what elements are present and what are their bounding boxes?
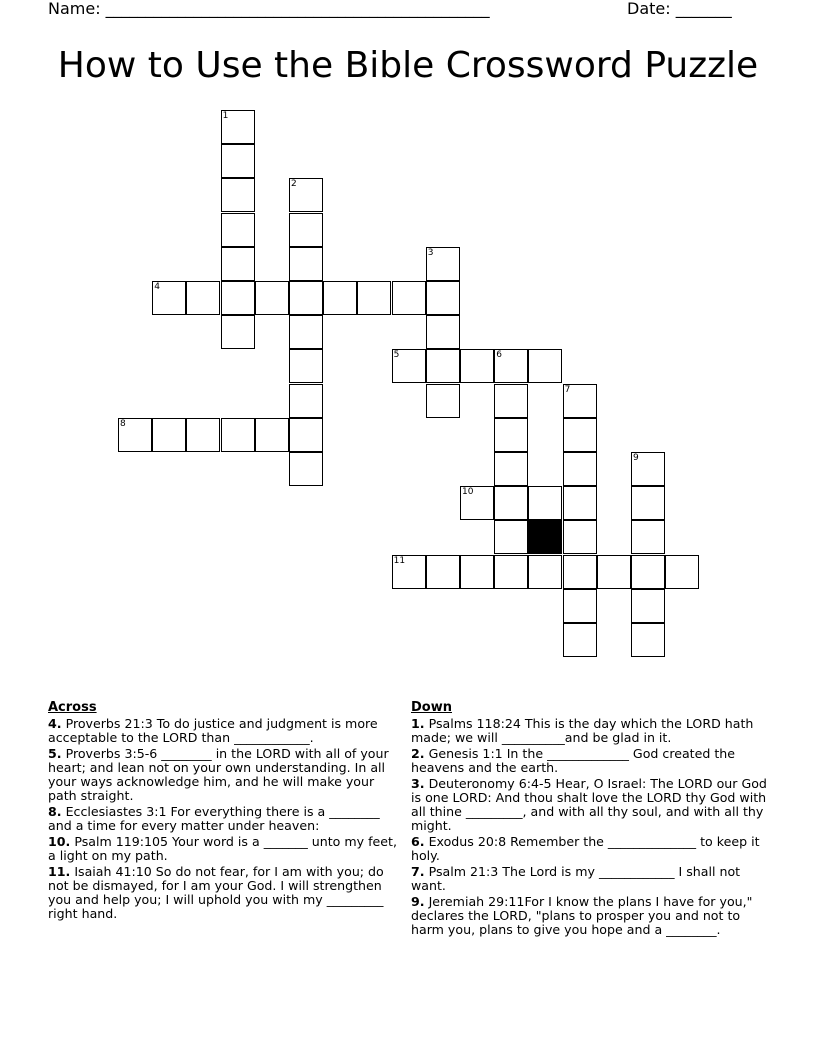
crossword-cell[interactable] bbox=[494, 384, 528, 418]
crossword-cell[interactable] bbox=[289, 452, 323, 486]
cell-number: 9 bbox=[633, 453, 639, 463]
crossword-cell[interactable] bbox=[528, 555, 562, 589]
crossword-cell[interactable] bbox=[563, 418, 597, 452]
crossword-cell[interactable] bbox=[563, 555, 597, 589]
down-heading: Down bbox=[411, 700, 452, 715]
crossword-cell[interactable] bbox=[426, 281, 460, 315]
crossword-cell[interactable] bbox=[631, 520, 665, 554]
crossword-cell[interactable] bbox=[563, 520, 597, 554]
crossword-cell[interactable] bbox=[221, 281, 255, 315]
crossword-cell[interactable] bbox=[494, 555, 528, 589]
crossword-cell[interactable] bbox=[221, 213, 255, 247]
name-field-label: Name: ________________________________________________ bbox=[48, 0, 490, 18]
crossword-cell[interactable] bbox=[289, 178, 323, 212]
crossword-cell[interactable] bbox=[118, 418, 152, 452]
crossword-cell[interactable] bbox=[152, 418, 186, 452]
crossword-cell[interactable] bbox=[289, 281, 323, 315]
clue-across-11: 11. Isaiah 41:10 So do not fear, for I am with you; do not be dismayed, for I am your God. I will strengthen you and help you; I will uphold you with my _________ right hand. bbox=[48, 864, 384, 921]
crossword-cell[interactable] bbox=[289, 213, 323, 247]
crossword-cell[interactable] bbox=[494, 418, 528, 452]
crossword-cell[interactable] bbox=[426, 315, 460, 349]
crossword-cell[interactable] bbox=[323, 281, 357, 315]
crossword-cell[interactable] bbox=[186, 418, 220, 452]
clue-down-2: 2. Genesis 1:1 In the _____________ God created the heavens and the earth. bbox=[411, 746, 736, 775]
crossword-cell[interactable] bbox=[665, 555, 699, 589]
crossword-cell[interactable] bbox=[221, 418, 255, 452]
crossword-cell[interactable] bbox=[460, 349, 494, 383]
clue-down-9: 9. Jeremiah 29:11For I know the plans I have for you," declares the LORD, "plans to prosper you and not to harm you, plans to give you hope and a ________. bbox=[411, 894, 753, 937]
cell-number: 10 bbox=[462, 487, 474, 498]
crossword-cell[interactable] bbox=[289, 315, 323, 349]
crossword-cell[interactable] bbox=[255, 281, 289, 315]
cell-number: 3 bbox=[427, 247, 434, 258]
cell-number: 1 bbox=[222, 111, 229, 121]
crossword-cell[interactable] bbox=[563, 623, 597, 657]
crossword-cell[interactable] bbox=[631, 623, 665, 657]
crossword-cell[interactable] bbox=[392, 555, 426, 589]
across-clues bbox=[48, 700, 406, 923]
crossword-cell[interactable] bbox=[255, 418, 289, 452]
crossword-cell[interactable] bbox=[289, 349, 323, 383]
crossword-cell[interactable] bbox=[221, 247, 255, 281]
crossword-cell[interactable] bbox=[494, 486, 528, 520]
crossword-cell[interactable] bbox=[357, 281, 391, 315]
page-title: How to Use the Bible Crossword Puzzle bbox=[57, 45, 759, 86]
crossword-cell[interactable] bbox=[631, 555, 665, 589]
crossword-cell[interactable] bbox=[152, 281, 186, 315]
clue-down-7: 7. Psalm 21:3 The Lord is my ____________ I shall not want. bbox=[411, 864, 741, 893]
clue-down-6: 6. Exodus 20:8 Remember the ______________ to keep it holy. bbox=[411, 834, 760, 863]
date-field-label: Date: _______ bbox=[627, 0, 732, 18]
cell-number: 6 bbox=[496, 350, 502, 361]
cell-number: 8 bbox=[120, 418, 126, 429]
crossword-cell[interactable] bbox=[460, 486, 494, 520]
cell-number: 2 bbox=[291, 179, 297, 190]
cell-number: 4 bbox=[154, 282, 160, 292]
down-clues bbox=[411, 700, 769, 939]
clue-down-1: 1. Psalms 118:24 This is the day which the LORD hath made; we will __________and be glad in it. bbox=[411, 716, 754, 745]
clue-across-4: 4. Proverbs 21:3 To do justice and judgment is more acceptable to the LORD than ____________. bbox=[48, 716, 378, 745]
crossword-cell[interactable] bbox=[186, 281, 220, 315]
crossword-cell[interactable] bbox=[221, 144, 255, 178]
crossword-cell[interactable] bbox=[289, 418, 323, 452]
crossword-cell[interactable] bbox=[460, 555, 494, 589]
crossword-cell[interactable] bbox=[528, 349, 562, 383]
crossword-cell[interactable] bbox=[631, 486, 665, 520]
crossword-cell[interactable] bbox=[289, 247, 323, 281]
crossword-cell[interactable] bbox=[289, 384, 323, 418]
crossword-cell[interactable] bbox=[494, 520, 528, 554]
crossword-cell[interactable] bbox=[563, 589, 597, 623]
crossword-cell[interactable] bbox=[631, 452, 665, 486]
crossword-cell[interactable] bbox=[494, 452, 528, 486]
crossword-cell[interactable] bbox=[494, 349, 528, 383]
across-heading: Across bbox=[48, 700, 97, 715]
crossword-cell[interactable] bbox=[631, 589, 665, 623]
crossword-cell[interactable] bbox=[221, 110, 255, 144]
crossword-block bbox=[528, 520, 562, 554]
crossword-cell[interactable] bbox=[392, 349, 426, 383]
crossword-cell[interactable] bbox=[563, 384, 597, 418]
cell-number: 11 bbox=[393, 555, 406, 566]
crossword-cell[interactable] bbox=[392, 281, 426, 315]
clue-across-10: 10. Psalm 119:105 Your word is a _______ unto my feet, a light on my path. bbox=[48, 834, 397, 863]
clue-across-5: 5. Proverbs 3:5-6 ________ in the LORD with all of your heart; and lean not on your own understanding. In all your ways acknowledge him, and he will make your path straight. bbox=[48, 746, 389, 803]
crossword-cell[interactable] bbox=[426, 247, 460, 281]
crossword-cell[interactable] bbox=[563, 452, 597, 486]
cell-number: 7 bbox=[564, 384, 571, 395]
crossword-cell[interactable] bbox=[426, 384, 460, 418]
crossword-cell[interactable] bbox=[528, 486, 562, 520]
clue-down-3: 3. Deuteronomy 6:4-5 Hear, O Israel: The LORD our God is one LORD: And thou shalt love the LORD thy God with all thine _________, and with all thy soul, and with all thy might. bbox=[411, 776, 767, 833]
crossword-cell[interactable] bbox=[597, 555, 631, 589]
crossword-cell[interactable] bbox=[221, 178, 255, 212]
crossword-cell[interactable] bbox=[426, 555, 460, 589]
crossword-cell[interactable] bbox=[221, 315, 255, 349]
crossword-cell[interactable] bbox=[563, 486, 597, 520]
clue-across-8: 8. Ecclesiastes 3:1 For everything there is a ________ and a time for every matter under heaven: bbox=[48, 804, 380, 833]
cell-number: 5 bbox=[393, 350, 400, 361]
crossword-cell[interactable] bbox=[426, 349, 460, 383]
